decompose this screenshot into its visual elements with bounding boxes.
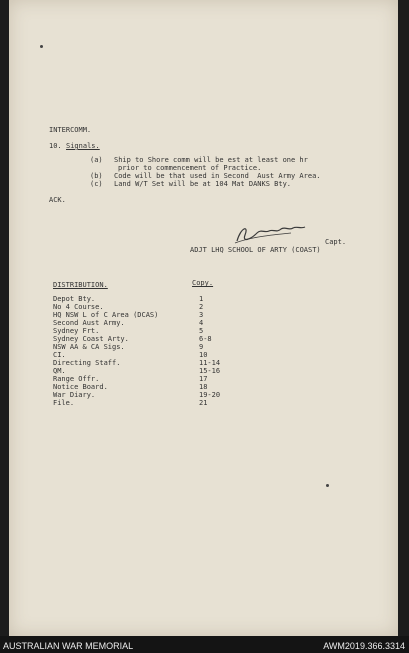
ack-text: ACK. bbox=[49, 196, 66, 204]
distribution-copy-number: 11-14 bbox=[199, 359, 221, 367]
section-title: Signals. bbox=[66, 142, 100, 150]
distribution-copy-number: 5 bbox=[199, 327, 204, 335]
signals-item-text: prior to commencement of Practice. bbox=[118, 164, 262, 172]
signals-item-text: Code will be that used in Second Aust Army Area. bbox=[114, 172, 321, 180]
distribution-recipient: Directing Staff. bbox=[53, 359, 121, 367]
distribution-recipient: Depot Bty. bbox=[53, 295, 96, 303]
section-heading: INTERCOMM. bbox=[49, 126, 92, 134]
distribution-recipient: QM. bbox=[53, 367, 66, 375]
distribution-copy-number: 9 bbox=[199, 343, 204, 351]
document-body bbox=[9, 0, 398, 636]
signals-item-label: (c) bbox=[90, 180, 103, 188]
document-page bbox=[9, 0, 398, 636]
signature-title: ADJT LHQ SCHOOL OF ARTY (COAST) bbox=[190, 246, 321, 254]
signals-item-text: Land W/T Set will be at 104 Mat DANKS Bty. bbox=[114, 180, 292, 188]
distribution-recipient: No 4 Course. bbox=[53, 303, 104, 311]
distribution-recipient: Range Offr. bbox=[53, 375, 100, 383]
signals-item-label: (a) bbox=[90, 156, 103, 164]
punch-mark bbox=[40, 45, 43, 48]
distribution-recipient: NSW AA & CA Sigs. bbox=[53, 343, 125, 351]
distribution-recipient: Sydney Frt. bbox=[53, 327, 100, 335]
signature-rank: Capt. bbox=[325, 238, 347, 246]
distribution-copy-number: 10 bbox=[199, 351, 208, 359]
section-number: 10. bbox=[49, 142, 62, 150]
footer-bar bbox=[0, 636, 409, 653]
distribution-copy-number: 3 bbox=[199, 311, 204, 319]
distribution-copy-number: 15-16 bbox=[199, 367, 221, 375]
distribution-copy-number: 18 bbox=[199, 383, 208, 391]
distribution-copy-number: 1 bbox=[199, 295, 204, 303]
distribution-copy-number: 21 bbox=[199, 399, 208, 407]
footer-institution: AUSTRALIAN WAR MEMORIAL bbox=[3, 641, 134, 651]
distribution-recipient: Notice Board. bbox=[53, 383, 108, 391]
distribution-copy-number: 17 bbox=[199, 375, 208, 383]
distribution-copy-number: 4 bbox=[199, 319, 204, 327]
punch-mark bbox=[326, 484, 329, 487]
distribution-copy-number: 19-20 bbox=[199, 391, 221, 399]
distribution-recipient: War Diary. bbox=[53, 391, 96, 399]
signals-item-text: Ship to Shore comm will be est at least one hr bbox=[114, 156, 308, 164]
copy-header: Copy. bbox=[192, 279, 214, 287]
distribution-copy-number: 6-8 bbox=[199, 335, 212, 343]
signals-item-label: (b) bbox=[90, 172, 103, 180]
distribution-recipient: HQ NSW L of C Area (DCAS) bbox=[53, 311, 159, 319]
distribution-recipient: File. bbox=[53, 399, 75, 407]
footer-accession-number: AWM2019.366.3314 bbox=[323, 641, 405, 651]
distribution-recipient: Second Aust Army. bbox=[53, 319, 125, 327]
distribution-recipient: CI. bbox=[53, 351, 66, 359]
signature-graphic bbox=[231, 221, 309, 247]
distribution-header: DISTRIBUTION. bbox=[53, 281, 108, 289]
distribution-copy-number: 2 bbox=[199, 303, 204, 311]
distribution-recipient: Sydney Coast Arty. bbox=[53, 335, 129, 343]
